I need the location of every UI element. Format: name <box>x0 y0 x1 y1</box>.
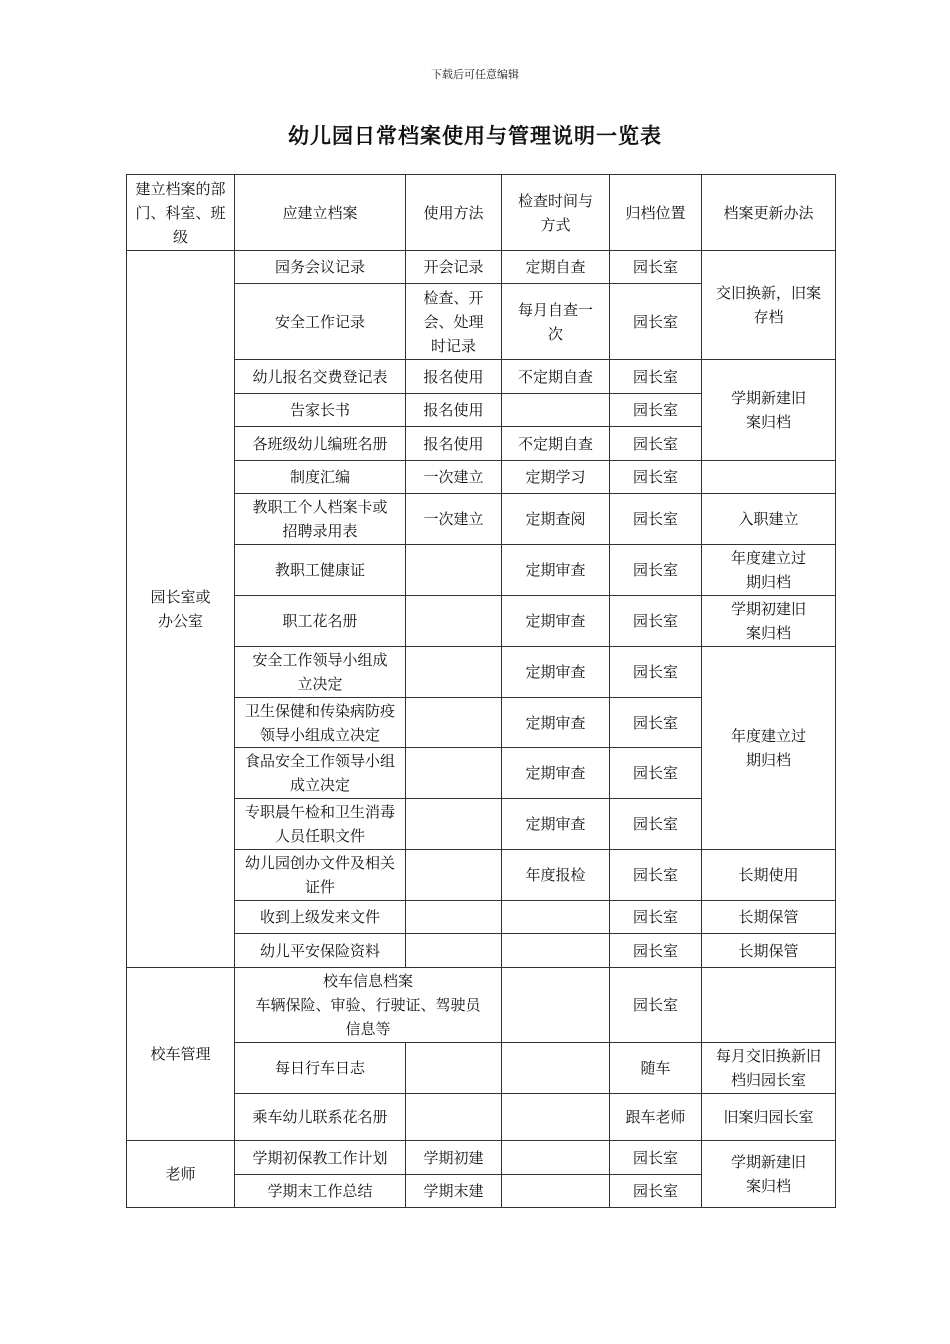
archive-cell: 食品安全工作领导小组成立决定 <box>235 748 406 799</box>
location-cell: 园长室 <box>610 968 702 1043</box>
location-cell: 园长室 <box>610 850 702 901</box>
update-cell: 交旧换新，旧案存档 <box>702 251 836 360</box>
table-row <box>127 968 836 1043</box>
usage-cell: 一次建立 <box>406 494 502 545</box>
location-cell: 园长室 <box>610 1141 702 1175</box>
archive-cell: 教职工健康证 <box>235 545 406 596</box>
header-update: 档案更新办法 <box>702 175 836 251</box>
archive-cell: 专职晨午检和卫生消毒人员任职文件 <box>235 799 406 850</box>
usage-cell: 报名使用 <box>406 360 502 394</box>
update-cell <box>702 461 836 494</box>
update-cell: 年度建立过期归档 <box>702 647 836 850</box>
update-cell <box>702 968 836 1043</box>
location-cell: 园长室 <box>610 251 702 284</box>
update-cell: 学期新建旧案归档 <box>702 360 836 461</box>
location-cell: 园长室 <box>610 934 702 968</box>
table-header-row <box>127 175 836 251</box>
update-cell: 长期保管 <box>702 934 836 968</box>
usage-cell <box>406 545 502 596</box>
archive-cell: 每日行车日志 <box>235 1043 406 1094</box>
location-cell: 园长室 <box>610 494 702 545</box>
archive-cell: 职工花名册 <box>235 596 406 647</box>
usage-cell <box>406 1043 502 1094</box>
check-cell <box>502 901 610 934</box>
usage-cell: 学期初建 <box>406 1141 502 1175</box>
location-cell: 随车 <box>610 1043 702 1094</box>
archive-cell <box>235 968 502 1043</box>
update-cell: 学期新建旧案归档 <box>702 1141 836 1208</box>
location-cell: 园长室 <box>610 461 702 494</box>
update-cell: 年度建立过期归档 <box>702 545 836 596</box>
location-cell: 园长室 <box>610 799 702 850</box>
location-cell: 园长室 <box>610 545 702 596</box>
check-cell <box>502 1094 610 1141</box>
location-cell: 园长室 <box>610 901 702 934</box>
update-cell: 长期保管 <box>702 901 836 934</box>
group-office: 园长室或办公室 <box>127 251 235 968</box>
group-teacher: 老师 <box>127 1141 235 1208</box>
archive-cell: 学期末工作总结 <box>235 1175 406 1208</box>
group-bus: 校车管理 <box>127 968 235 1141</box>
usage-cell: 检查、开会、处理时记录 <box>406 284 502 360</box>
archive-cell: 幼儿报名交费登记表 <box>235 360 406 394</box>
archive-cell: 收到上级发来文件 <box>235 901 406 934</box>
archive-cell: 告家长书 <box>235 394 406 427</box>
check-cell: 不定期自查 <box>502 360 610 394</box>
archive-cell: 学期初保教工作计划 <box>235 1141 406 1175</box>
update-cell: 入职建立 <box>702 494 836 545</box>
check-cell <box>502 1141 610 1175</box>
location-cell: 园长室 <box>610 284 702 360</box>
check-cell: 定期审查 <box>502 799 610 850</box>
usage-cell: 学期末建 <box>406 1175 502 1208</box>
archive-cell: 安全工作记录 <box>235 284 406 360</box>
usage-cell: 报名使用 <box>406 394 502 427</box>
archive-cell: 制度汇编 <box>235 461 406 494</box>
check-cell: 年度报检 <box>502 850 610 901</box>
check-cell: 不定期自查 <box>502 427 610 461</box>
location-cell: 跟车老师 <box>610 1094 702 1141</box>
header-archive: 应建立档案 <box>235 175 406 251</box>
usage-cell <box>406 1094 502 1141</box>
archive-cell: 幼儿平安保险资料 <box>235 934 406 968</box>
table-row <box>127 1141 836 1175</box>
usage-cell: 报名使用 <box>406 427 502 461</box>
check-cell <box>502 1175 610 1208</box>
check-cell: 定期审查 <box>502 545 610 596</box>
usage-cell <box>406 799 502 850</box>
check-cell: 定期审查 <box>502 748 610 799</box>
location-cell: 园长室 <box>610 698 702 748</box>
check-cell: 定期审查 <box>502 596 610 647</box>
check-cell <box>502 968 610 1043</box>
archive-line: 车辆保险、审验、行驶证、驾驶员信息等 <box>255 996 481 1038</box>
usage-cell <box>406 596 502 647</box>
location-cell: 园长室 <box>610 647 702 698</box>
usage-cell: 一次建立 <box>406 461 502 494</box>
archive-cell: 园务会议记录 <box>235 251 406 284</box>
archive-cell: 安全工作领导小组成立决定 <box>235 647 406 698</box>
archive-table <box>126 174 836 1208</box>
table-row <box>127 251 836 284</box>
usage-cell <box>406 934 502 968</box>
location-cell: 园长室 <box>610 596 702 647</box>
usage-cell: 开会记录 <box>406 251 502 284</box>
archive-cell: 各班级幼儿编班名册 <box>235 427 406 461</box>
check-cell: 定期查阅 <box>502 494 610 545</box>
location-cell: 园长室 <box>610 394 702 427</box>
check-cell: 定期学习 <box>502 461 610 494</box>
header-department: 建立档案的部门、科室、班级 <box>127 175 235 251</box>
usage-cell <box>406 647 502 698</box>
location-cell: 园长室 <box>610 360 702 394</box>
header-check: 检查时间与方式 <box>502 175 610 251</box>
usage-cell <box>406 901 502 934</box>
header-usage: 使用方法 <box>406 175 502 251</box>
update-cell: 每月交旧换新旧档归园长室 <box>702 1043 836 1094</box>
page-title: 幼儿园日常档案使用与管理说明一览表 <box>288 124 662 148</box>
location-cell: 园长室 <box>610 748 702 799</box>
archive-cell: 卫生保健和传染病防疫领导小组成立决定 <box>235 698 406 748</box>
location-cell: 园长室 <box>610 427 702 461</box>
archive-cell: 幼儿园创办文件及相关证件 <box>235 850 406 901</box>
usage-cell <box>406 698 502 748</box>
check-cell: 定期审查 <box>502 698 610 748</box>
archive-cell: 乘车幼儿联系花名册 <box>235 1094 406 1141</box>
check-cell <box>502 394 610 427</box>
archive-line: 校车信息档案 <box>322 972 413 990</box>
archive-cell: 教职工个人档案卡或招聘录用表 <box>235 494 406 545</box>
check-cell: 定期自查 <box>502 251 610 284</box>
update-cell: 长期使用 <box>702 850 836 901</box>
update-cell: 学期初建旧案归档 <box>702 596 836 647</box>
usage-cell <box>406 850 502 901</box>
header-location: 归档位置 <box>610 175 702 251</box>
update-cell: 旧案归园长室 <box>702 1094 836 1141</box>
check-cell <box>502 934 610 968</box>
location-cell: 园长室 <box>610 1175 702 1208</box>
usage-cell <box>406 748 502 799</box>
check-cell: 每月自查一次 <box>502 284 610 360</box>
check-cell <box>502 1043 610 1094</box>
check-cell: 定期审查 <box>502 647 610 698</box>
header-note: 下载后可任意编辑 <box>431 68 519 81</box>
